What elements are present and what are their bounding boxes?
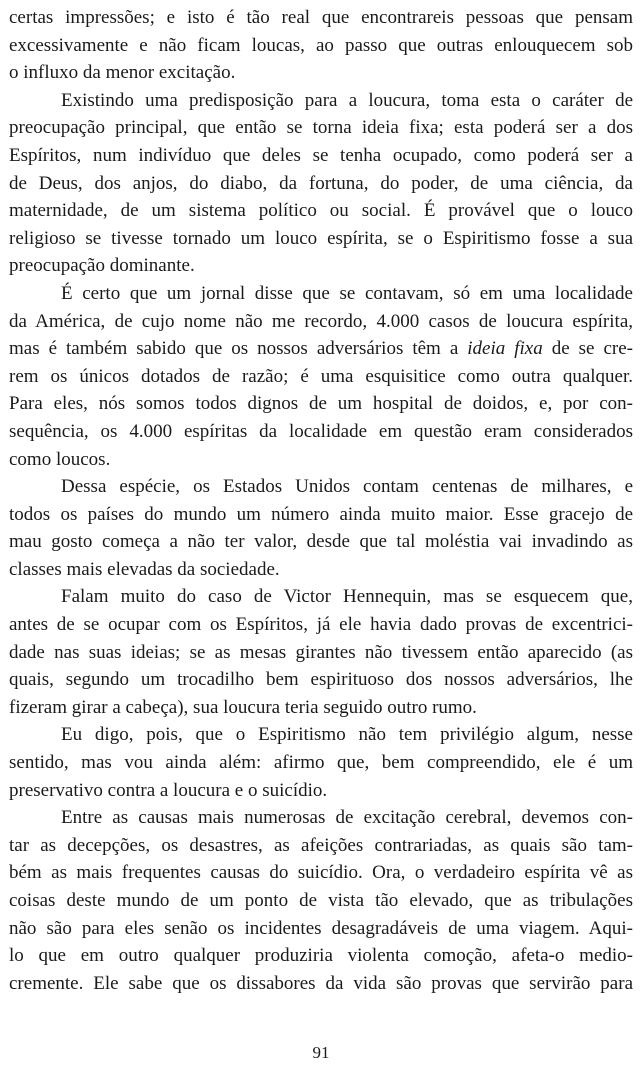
text-line: Entre as causas mais numerosas de excitação cerebral, devemos con- (61, 807, 633, 829)
text-line: de Deus, dos anjos, do diabo, da fortuna, do poder, de uma ciência, da (9, 172, 633, 194)
text-line: preocupação dominante. (9, 255, 195, 277)
text-line: rem os únicos dotados de razão; é uma esquisitice como outra qualquer. (9, 365, 633, 387)
text-line: quais, segundo um trocadilho bem espirituoso dos nossos adversários, lhe (9, 669, 633, 691)
text-line: religioso se tivesse tornado um louco espírita, se o Espiritismo fosse a sua (9, 227, 633, 249)
text-line: preocupação principal, que então se torna ideia fixa; esta poderá ser a dos (9, 117, 633, 139)
page-body-text (9, 4, 633, 997)
text-line: excessivamente e não ficam loucas, ao passo que outras enlouquecem sob (9, 34, 633, 56)
text-line: cremente. Ele sabe que os dissabores da vida são provas que servirão para (9, 972, 633, 994)
text-line: da América, de cujo nome não me recordo, 4.000 casos de loucura espírita, (9, 310, 633, 332)
text-line: como loucos. (9, 448, 111, 470)
text-line (9, 335, 633, 363)
text-line: maternidade, de um sistema político ou social. É provável que o louco (9, 200, 633, 222)
text-segment: mas é também sabido que os nossos adversários têm a (9, 338, 468, 360)
text-line: Para eles, nós somos todos dignos de um hospital de doidos, e, por con- (9, 393, 633, 415)
text-line: o influxo da menor excitação. (9, 62, 236, 84)
italic-phrase: ideia fixa (467, 338, 543, 360)
text-line: certas impressões; e isto é tão real que encontrareis pessoas que pensam (9, 7, 633, 28)
text-line: sequência, os 4.000 espíritas da localidade em questão eram considerados (9, 420, 633, 442)
text-line: É certo que um jornal disse que se contavam, só em uma localidade (61, 282, 633, 304)
text-line: Espíritos, num indivíduo que deles se tenha ocupado, como poderá ser a (9, 144, 633, 166)
text-line: Existindo uma predisposição para a loucura, toma esta o caráter de (61, 89, 633, 111)
text-line: bém as mais frequentes causas do suicídio. Ora, o verdadeiro espírita vê as (9, 862, 633, 884)
text-segment: de se cre- (542, 338, 633, 360)
text-line: todos os países do mundo um número ainda muito maior. Esse gracejo de (9, 503, 633, 525)
page-number: 91 (312, 1043, 330, 1062)
text-line: Falam muito do caso de Victor Hennequin, mas se esquecem que, (61, 586, 633, 608)
text-line: antes de se ocupar com os Espíritos, já ele havia dado provas de excentrici- (9, 614, 633, 636)
text-line: fizeram girar a cabeça), sua loucura teria seguido outro rumo. (9, 696, 477, 718)
text-line: tar as decepções, os desastres, as afeições contrariadas, as quais são tam- (9, 834, 633, 856)
text-line: mau gosto começa a não ter valor, desde que tal moléstia vai invadindo as (9, 531, 633, 553)
text-line: Eu digo, pois, que o Espiritismo não tem privilégio algum, nesse (61, 724, 633, 746)
text-line: classes mais elevadas da sociedade. (9, 558, 280, 580)
text-line: Dessa espécie, os Estados Unidos contam centenas de milhares, e (61, 476, 633, 498)
text-line: coisas deste mundo de um ponto de vista tão elevado, que as tribulações (9, 890, 633, 911)
text-line: preservativo contra a loucura e o suicídio. (9, 779, 328, 801)
text-line: lo que em outro qualquer produziria violenta comoção, afeta-o medio- (9, 945, 633, 967)
text-line: sentido, mas vou ainda além: afirmo que, bem compreendido, ele é um (9, 752, 633, 774)
text-line: não são para eles senão os incidentes desagradáveis de uma viagem. Aqui- (9, 917, 633, 939)
text-line: dade nas suas ideias; se as mesas girantes não tivessem então aparecido (as (9, 641, 633, 663)
